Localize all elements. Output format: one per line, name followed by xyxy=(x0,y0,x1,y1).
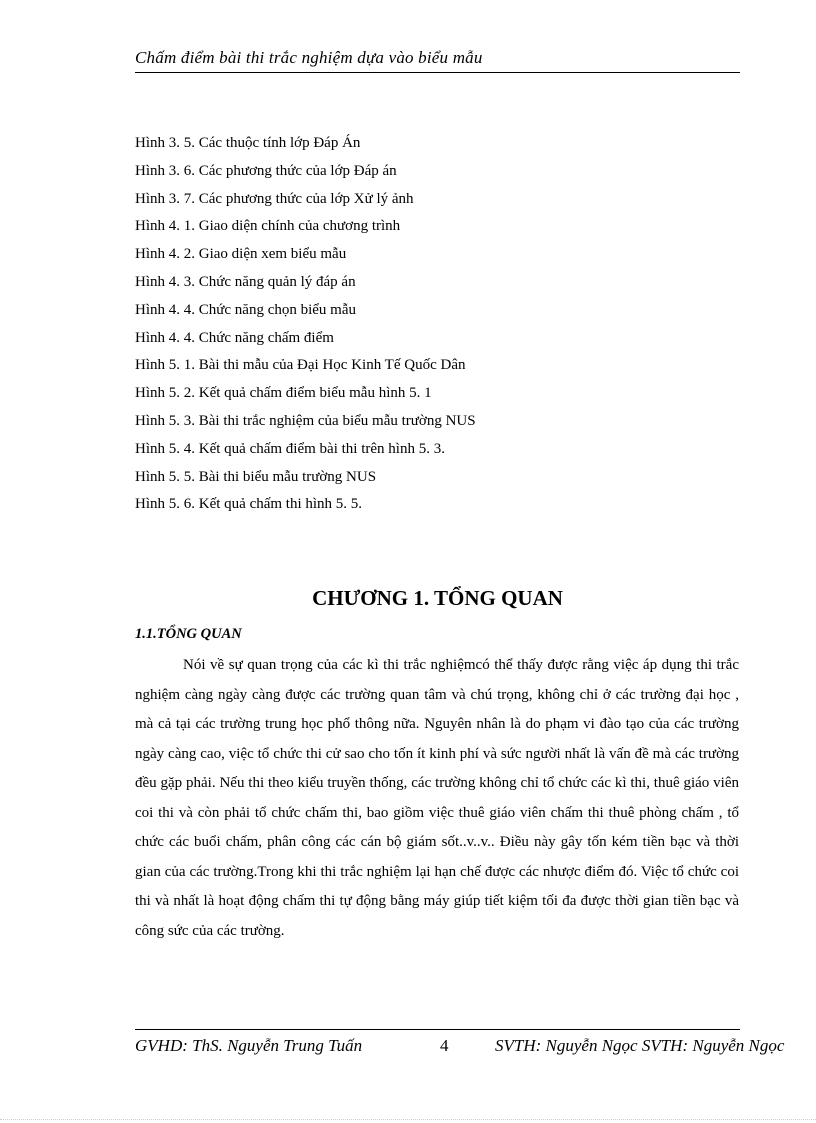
page-bottom-border xyxy=(0,1119,816,1120)
figure-list-item: Hình 4. 3. Chức năng quản lý đáp án xyxy=(135,273,356,290)
footer-students: SVTH: Nguyễn Ngọc SVTH: Nguyễn Ngọc xyxy=(495,1036,785,1055)
figure-list-item: Hình 4. 2. Giao diện xem biểu mẫu xyxy=(135,246,347,263)
running-footer xyxy=(135,1036,816,1060)
figure-list xyxy=(135,132,735,521)
running-header xyxy=(135,48,740,73)
figure-list-item: Hình 4. 4. Chức năng chọn biểu mẫu xyxy=(135,301,357,318)
figure-list-item: Hình 5. 3. Bài thi trắc nghiệm của biểu mẫu trường NUS xyxy=(135,412,476,429)
figure-list-item: Hình 5. 1. Bài thi mẫu của Đại Học Kinh Tế Quốc Dân xyxy=(135,357,466,374)
footer-divider xyxy=(135,1029,740,1030)
footer-advisor: GVHD: ThS. Nguyễn Trung Tuấn xyxy=(135,1036,363,1055)
body-paragraph: Nói về sự quan trọng của các kì thi trắc nghiệmcó thể thấy được rằng việc áp dụng thi trắc nghiệm càng ngày càng được các trường quan tâm và chú trọng, không chỉ ở các trường đại học , mà cả tại các trường trung học phổ thông nữa. Nguyên nhân là do phạm vi đào tạo của các trường ngày càng cao, việc tổ chức thi cử sao cho tốn ít kinh phí và sức người nhất là vấn đề mà các trường đều gặp phải. Nếu thi theo kiểu truyền thống, các trường không chỉ tổ chức các kì thi, thuê giáo viên coi thi và còn phải tổ chức chấm thi, bao giồm việc thuê giáo viên chấm thi thuê phòng chấm , tổ chức các buổi chấm, phân công các cán bộ giám sốt..v..v.. Điều này gây tốn kém tiền bạc và thời gian của các trường.Trong khi thi trắc nghiệm lại hạn chế được các nhược điểm đó. Việc tổ chức coi thi và nhất là hoạt động chấm thi tự động bằng máy giúp tiết kiệm tối đa được thời gian tiền bạc và công sức của các trường. xyxy=(135,657,739,939)
figure-list-item: Hình 5. 4. Kết quả chấm điểm bài thi trên hình 5. 3. xyxy=(135,440,445,457)
figure-list-item: Hình 5. 2. Kết quả chấm điểm biểu mẫu hình 5. 1 xyxy=(135,385,432,402)
figure-list-item: Hình 4. 1. Giao diện chính của chương trình xyxy=(135,218,401,235)
chapter-title: CHƯƠNG 1. TỔNG QUAN xyxy=(312,586,563,610)
figure-list-item: Hình 4. 4. Chức năng chấm điểm xyxy=(135,329,334,346)
section-heading: 1.1.TỔNG QUAN xyxy=(135,626,242,642)
page-number: 4 xyxy=(440,1036,449,1055)
figure-list-item: Hình 5. 6. Kết quả chấm thi hình 5. 5. xyxy=(135,496,363,513)
figure-list-item: Hình 3. 7. Các phương thức của lớp Xử lý ảnh xyxy=(135,190,414,207)
figure-list-item: Hình 3. 5. Các thuộc tính lớp Đáp Án xyxy=(135,135,361,151)
figure-list-item: Hình 5. 5. Bài thi biểu mẫu trường NUS xyxy=(135,468,377,485)
header-title: Chấm điểm bài thi trắc nghiệm dựa vào biểu mẫu xyxy=(135,48,483,67)
figure-list-item: Hình 3. 6. Các phương thức của lớp Đáp án xyxy=(135,162,397,179)
